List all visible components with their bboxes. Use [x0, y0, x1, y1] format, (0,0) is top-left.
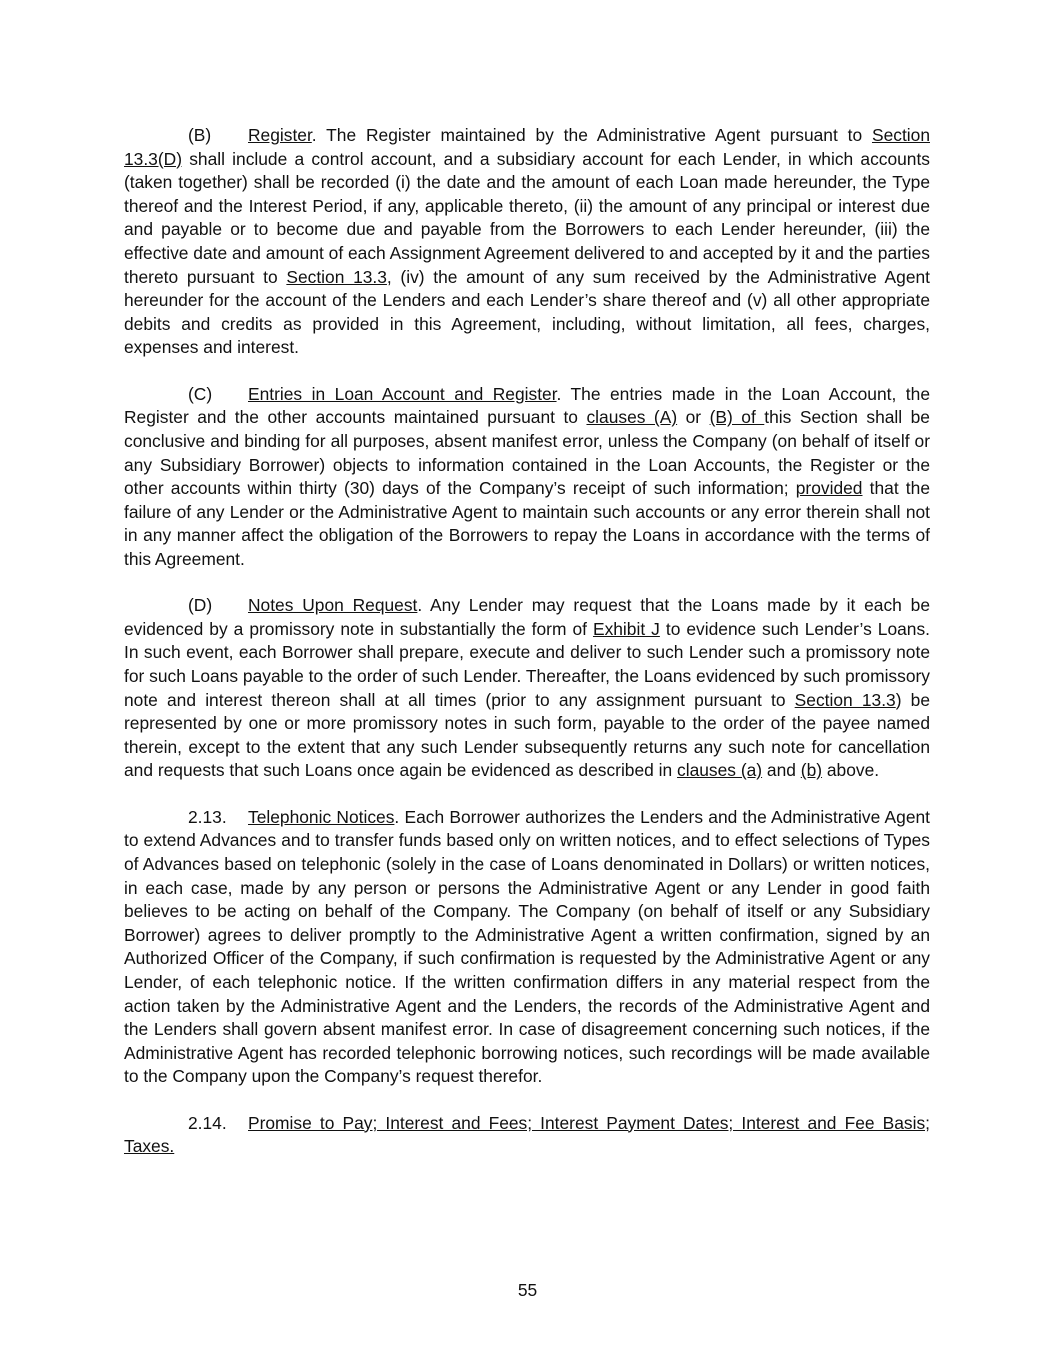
text-run: . Any Lender may request that the Loans made by it each be evidenced by a promissory note in substantially the form of [124, 595, 930, 639]
text-run: this Section shall be conclusive and binding for all purposes, absent manifest error, unless the Company (on behalf of itself or any Subsidiary Borrower) objects to information contained in the Loan Accounts, the Register or the other accounts within thirty (30) days of the Company’s receipt of such information; [124, 407, 930, 499]
paragraph-number: 2.13. [188, 806, 227, 827]
text-run: ) be represented by one or more promissory notes in such form, payable to the order of the payee named therein, except to the extent that any such Lender subsequently returns any such note for cancellation and requests that such Loans once again be evidenced as described in [124, 689, 931, 781]
paragraph-2-14 [124, 1112, 930, 1159]
paragraph-d [124, 594, 930, 783]
heading-promise-to-pay: Promise to Pay; Interest and Fees; Interest Payment Dates; Interest and Fee Basis; Taxes. [124, 1112, 930, 1157]
text-run: and [762, 760, 801, 781]
text-run: . The entries made in the Loan Account, the Register and the other accounts maintained pursuant to [124, 383, 930, 428]
section-reference: Section 13.3(D) [124, 125, 930, 169]
text-run: or [677, 407, 710, 428]
heading-telephonic-notices: Telephonic Notices [248, 806, 395, 827]
document-page [124, 124, 930, 1182]
clause-reference: (b) [800, 760, 823, 781]
paragraph-2-13 [124, 806, 930, 1089]
clause-reference: (B) of [709, 407, 765, 428]
text-run: above. [822, 760, 880, 781]
text-run: shall include a control account, and a subsidiary account for each Lender, in which accounts (taken together) shall be recorded (i) the date and the amount of each Loan made hereunder, the Type thereof and the Interest Period, if any, applicable thereto, (ii) the amount of any principal or interest due and payable or to become due and payable from the Borrowers to each Lender hereunder, (iii) the effective date and amount of each Assignment Agreement delivered to and accepted by it and the parties thereto pursuant to [124, 148, 930, 287]
text-run: that the failure of any Lender or the Administrative Agent to maintain such accounts or any error therein shall not in any manner affect the obligation of the Borrowers to repay the Loans in accordance with the terms of this Agreement. [124, 478, 930, 569]
text-run: , (iv) the amount of any sum received by the Administrative Agent hereunder for the account of the Lenders and each Lender’s share thereof and (v) all other appropriate debits and credits as provided in this Agreement, including, without limitation, all fees, charges, expenses and interest. [124, 266, 930, 358]
text-run: to evidence such Lender’s Loans. In such event, each Borrower shall prepare, execute and deliver to such Lender such a promissory note for such Loans payable to the order of such Lender. Thereafter, the Loans evidenced by such promissory note and interest thereon shall at all times (prior to any assignment pursuant to [124, 618, 931, 710]
heading-register: Register [248, 125, 312, 145]
text-run: . Each Borrower authorizes the Lenders and the Administrative Agent to extend Advances and to transfer funds based only on written notices, and to effect selections of Types of Advances based on telephonic (solely in the case of Loans denominated in Dollars) or written notices, in each case, made by any person or persons the Administrative Agent or any Lender in good faith believes to be acting on behalf of the Company. The Company (on behalf of itself or any Subsidiary Borrower) agrees to deliver promptly to the Administrative Agent a written confirmation, signed by an Authorized Officer of the Company, if such confirmation is requested by the Administrative Agent or any Lender, of each telephonic notice. If the written confirmation differs in any material respect from the action taken by the Administrative Agent and the Lenders, the records of the Administrative Agent and the Lenders shall govern absent manifest error. In case of disagreement concerning such notices, if the Administrative Agent has recorded telephonic borrowing notices, such recordings will be made available to the Company upon the Company’s request therefor. [124, 806, 931, 1087]
exhibit-reference: Exhibit J [592, 618, 660, 639]
clause-reference: clauses (A) [586, 407, 678, 428]
paragraph-b [124, 124, 930, 360]
heading-notes: Notes Upon Request [248, 595, 418, 616]
provided-term: provided [795, 478, 863, 499]
paragraph-number: 2.14. [188, 1112, 227, 1133]
text-run: . The Register maintained by the Administrative Agent pursuant to [311, 125, 872, 145]
section-reference: Section 13.3 [794, 689, 896, 710]
paragraph-number: (B) [188, 125, 212, 145]
paragraph-c [124, 383, 930, 572]
page-number: 55 [517, 1280, 538, 1300]
heading-entries: Entries in Loan Account and Register [248, 383, 557, 404]
paragraph-number: (C) [188, 383, 213, 404]
clause-reference: clauses (a) [677, 760, 763, 781]
section-reference: Section 13.3 [286, 266, 387, 287]
paragraph-number: (D) [188, 595, 213, 616]
